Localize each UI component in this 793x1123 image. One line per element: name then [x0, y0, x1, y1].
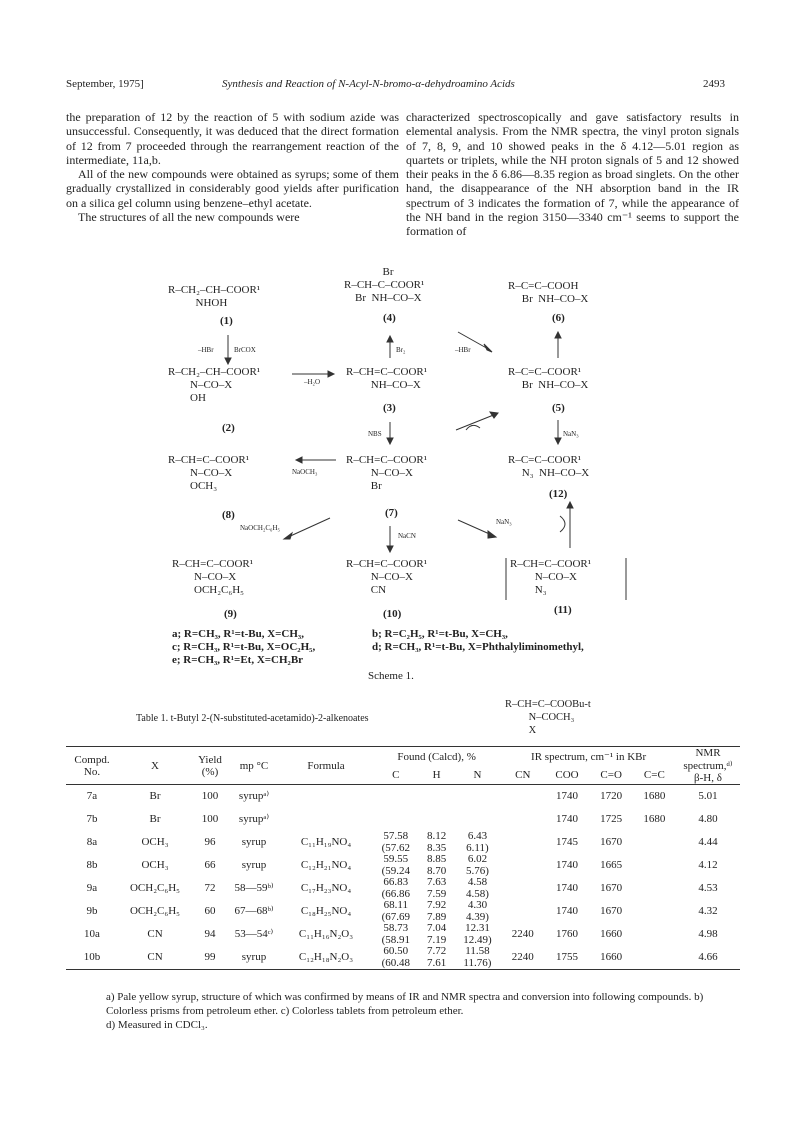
cell-c: 60.50 (60.48 [381, 945, 410, 969]
arrowhead [555, 332, 561, 338]
cell-mp: syrup [241, 858, 267, 871]
col-header-x: X [151, 759, 159, 772]
cell-n: 6.43 6.11) [466, 830, 489, 854]
cell-mp: syrup [241, 950, 267, 963]
paragraph: The structures of all the new compounds were [78, 210, 300, 225]
compound-10-label: (10) [383, 608, 402, 620]
cell-h [420, 785, 454, 809]
cell-nmr: 4.12 [698, 858, 718, 871]
arrowhead [225, 358, 231, 364]
arrowhead [387, 438, 393, 444]
reagent-nbs: NBS [368, 430, 382, 438]
legend-d: d; R=CH₃, R¹=t-Bu, X=Phthalyliminomethyl, [372, 641, 584, 653]
col-header-n: N [473, 769, 482, 782]
legend-a: a; R=CH₃, R¹=t-Bu, X=CH₃, [172, 628, 304, 640]
cell-formula: C₁₈H₂₅NO₄ [300, 904, 352, 917]
col-header-co: C=O [600, 769, 622, 782]
legend-b: b; R=C₂H₅, R¹=t-Bu, X=CH₃, [372, 628, 508, 640]
cell-cn [501, 900, 544, 923]
reagent-nacn: NaCN [398, 532, 416, 540]
col-header-cn: CN [515, 769, 531, 782]
compound-3-label: (3) [383, 402, 396, 414]
cell-c: 58.73 (58.91 [381, 922, 410, 946]
arrowhead [328, 371, 334, 377]
header-title: Synthesis and Reaction of N-Acyl-N-bromo-α-dehydroamino Acids [222, 78, 515, 90]
left-column [66, 110, 399, 224]
cell-coo: 1740 [555, 858, 578, 871]
cell-cc [633, 877, 676, 900]
compound-2-label: (2) [222, 422, 235, 434]
cell-coo: 1740 [555, 881, 578, 894]
reagent-nan3: NaN₃ [496, 518, 512, 526]
cell-h: 7.04 7.19 [426, 922, 447, 946]
arrowhead [567, 502, 573, 508]
compound-4-label: (4) [383, 312, 396, 324]
compound-8-label: (8) [222, 509, 235, 521]
compound-1: R–CH₂–CH–COOR¹ NHOH [168, 284, 261, 309]
cell-mp: 53—54ᶜ⁾ [234, 927, 274, 940]
cell-no: 8b [86, 858, 98, 871]
reaction-scheme [0, 262, 793, 682]
table-structure: R–CH=C–COOBu-t N–COCH₃ X [505, 699, 591, 736]
reagent-br2: Br₂ [396, 346, 406, 354]
cell-yield: 72 [204, 881, 216, 894]
cell-nmr: 5.01 [698, 789, 718, 802]
cell-yield: 100 [201, 812, 219, 825]
compound-5: R–C=C–COOR¹ Br NH–CO–X [508, 366, 589, 391]
cell-n: 12.31 12.49) [463, 922, 492, 946]
cell-nmr: 4.66 [698, 950, 718, 963]
data-table [66, 746, 740, 970]
col-header-nmr: NMR spectrum,ᵈ⁾ β-H, δ [683, 747, 733, 784]
curved-arrow [560, 516, 565, 532]
cell-cc [633, 923, 676, 946]
cell-mp: 67—68ᵇ⁾ [234, 904, 274, 917]
cell-mp: syrupᵃ⁾ [238, 789, 270, 802]
arrowhead [488, 531, 496, 538]
cell-coo: 1745 [555, 835, 578, 848]
cell-cn [501, 854, 544, 877]
cell-no: 7b [86, 812, 98, 825]
col-header-formula: Formula [307, 759, 345, 772]
cell-coo: 1760 [555, 927, 578, 940]
header-date: September, 1975] [66, 78, 144, 90]
reagent-hbr: –HBr [455, 346, 471, 354]
cell-cn [501, 877, 544, 900]
arrowhead [484, 344, 492, 352]
cell-coo: 1740 [555, 812, 578, 825]
cell-n: 6.02 5.76) [465, 853, 489, 877]
right-column [406, 110, 739, 239]
cell-h: 7.72 7.61 [426, 945, 447, 969]
cell-cc [633, 831, 676, 854]
cell-cn: 2240 [511, 950, 534, 963]
compound-10: R–CH=C–COOR¹ N–CO–X CN [346, 558, 428, 596]
cell-no: 7a [86, 789, 98, 802]
arrowhead [296, 457, 302, 463]
reagent-naoch2c6h5: NaOCH₂C₆H₅ [240, 524, 280, 532]
col-header-coo: COO [555, 769, 579, 782]
cell-h: 7.63 7.59 [426, 876, 447, 900]
table-title: Table 1. t-Butyl 2-(N-substituted-acetamido)-2-alkenoates [136, 713, 369, 724]
legend-e: e; R=CH₃, R¹=Et, X=CH₂Br [172, 654, 304, 666]
cell-cn: 2240 [511, 927, 534, 940]
cell-h: 8.85 8.70 [426, 853, 447, 877]
cell-no: 8a [86, 835, 98, 848]
cell-h [420, 808, 454, 831]
col-header-c: C [392, 769, 400, 782]
col-header-cc: C=C [643, 769, 665, 782]
cell-co: 1665 [600, 858, 623, 871]
cell-n [454, 785, 502, 809]
cell-nmr: 4.80 [698, 812, 718, 825]
cell-yield: 99 [204, 950, 216, 963]
cell-no: 9a [86, 881, 98, 894]
cell-no: 10a [84, 927, 100, 940]
cell-c [372, 808, 420, 831]
cell-coo: 1755 [555, 950, 578, 963]
compound-1-label: (1) [220, 315, 233, 327]
compound-12-label: (12) [549, 488, 568, 500]
compound-2: R–CH₂–CH–COOR¹ N–CO–X OH [168, 366, 261, 404]
cell-c: 66.83 (66.86 [381, 876, 410, 900]
cell-c [372, 785, 420, 809]
cell-coo: 1740 [555, 904, 578, 917]
compound-12: R–C=C–COOR¹ N₃ NH–CO–X [508, 454, 590, 479]
col-header-yield: Yield (%) [198, 753, 222, 778]
cell-cn [501, 831, 544, 854]
arrowhead [387, 546, 393, 552]
compound-6: R–C=C–COOH Br NH–CO–X [508, 280, 589, 305]
cell-coo: 1740 [555, 789, 578, 802]
cell-formula [280, 808, 372, 831]
cell-mp: syrupᵃ⁾ [238, 812, 270, 825]
reagent-hbr: –HBr [198, 346, 214, 354]
cell-formula [280, 785, 372, 809]
paragraph: characterized spectroscopically and gave satisfactory results in elemental analysis. From the NMR spectra, the vinyl proton signals of 7, 8, 9, and 10 showed peaks in the δ 4.12—5.01 region as quartets or triplets, while the NH proton signals of 5 and 12 showed their peaks in the δ 6.86—8.35 region as broad singlets. On the other hand, the disappearance of the NH absorption band in the IR spectrum of 3 indicates the formation of 7, while the appearance of the NH band in the region 3150—3340 cm⁻¹ seems to support the formation of [406, 110, 739, 239]
footnote-d: d) Measured in CDCl₃. [106, 1019, 208, 1031]
cell-nmr: 4.53 [698, 881, 718, 894]
compound-9-label: (9) [224, 608, 237, 620]
arrowhead [387, 336, 393, 342]
cell-h: 7.92 7.89 [426, 899, 447, 923]
cell-yield: 66 [204, 858, 216, 871]
cell-cn [501, 785, 544, 809]
cell-n: 11.58 11.76) [463, 945, 492, 969]
paragraph: All of the new compounds were obtained as syrups; some of them gradually crystallized in considerably good yields after purification on a silica gel column using benzene–ethyl acetate. [66, 167, 399, 210]
cell-formula: C₁₁H₁₉NO₄ [300, 835, 352, 848]
reagent-naoch3: NaOCH₃ [292, 468, 318, 476]
curved-arrow [466, 425, 480, 430]
col-header-ir: IR spectrum, cm⁻¹ in KBr [531, 751, 647, 764]
cell-co: 1720 [600, 789, 623, 802]
cell-cc [633, 854, 676, 877]
table-row [66, 808, 740, 831]
col-header-mp: mp °C [239, 759, 269, 772]
cell-nmr: 4.44 [698, 835, 718, 848]
table-row [66, 785, 740, 809]
legend-c: c; R=CH₃, R¹=t-Bu, X=OC₂H₅, [172, 641, 316, 653]
reagent-h2o: –H₂O [304, 378, 321, 386]
cell-co: 1670 [600, 904, 623, 917]
cell-co: 1670 [600, 835, 623, 848]
cell-x: OCH₃ [141, 835, 169, 848]
cell-n: 4.58 4.58) [465, 876, 489, 900]
cell-nmr: 4.98 [698, 927, 718, 940]
cell-c: 59.55 (59.24 [381, 853, 410, 877]
cell-co: 1670 [600, 881, 623, 894]
compound-9: R–CH=C–COOR¹ N–CO–X OCH₂C₆H₅ [172, 558, 254, 596]
arrowhead [284, 533, 292, 539]
table-row [66, 854, 740, 877]
cell-x: CN [147, 927, 163, 940]
compound-4: Br R–CH–C–COOR¹ Br NH–CO–X [344, 266, 425, 304]
arrow-3-5 [456, 414, 496, 430]
cell-yield: 100 [201, 789, 219, 802]
cell-cc [633, 946, 676, 970]
table-row [66, 831, 740, 854]
cell-no: 9b [86, 904, 98, 917]
cell-co: 1660 [600, 927, 623, 940]
cell-cc: 1680 [643, 789, 666, 802]
cell-co: 1660 [600, 950, 623, 963]
cell-h: 8.12 8.35 [426, 830, 447, 854]
table-row [66, 946, 740, 970]
cell-co: 1725 [600, 812, 623, 825]
col-header-h: H [432, 769, 441, 782]
cell-c: 57.58 (57.62 [381, 830, 410, 854]
cell-formula: C₁₁H₁₆N₂O₃ [298, 927, 354, 940]
paragraph: the preparation of 12 by the reaction of 5 with sodium azide was unsuccessful. Consequently, it was deduced that the direct formation of 12 from 7 proceeded through the rearrangement reaction of the intermediate, 11a,b. [66, 110, 399, 167]
cell-yield: 60 [204, 904, 216, 917]
cell-mp: syrup [241, 835, 267, 848]
table-row [66, 877, 740, 900]
compound-11: R–CH=C–COOR¹ N–CO–X N₃ [510, 558, 592, 596]
cell-yield: 94 [204, 927, 216, 940]
arrowhead [555, 438, 561, 444]
table-row [66, 923, 740, 946]
table-row [66, 900, 740, 923]
col-header-found: Found (Calcd), % [397, 750, 476, 763]
compound-6-label: (6) [552, 312, 565, 324]
cell-x: CN [147, 950, 163, 963]
cell-nmr: 4.32 [698, 904, 718, 917]
cell-formula: C₁₂H₁₈N₂O₃ [298, 950, 354, 963]
cell-formula: C₁₂H₂₁NO₄ [300, 858, 352, 871]
cell-no: 10b [83, 950, 101, 963]
cell-c: 68.11 (67.69 [381, 899, 410, 923]
reagent-nan3: NaN₃ [563, 430, 579, 438]
compound-7: R–CH=C–COOR¹ N–CO–X Br [346, 454, 428, 492]
scheme-caption: Scheme 1. [368, 670, 414, 682]
cell-yield: 96 [204, 835, 216, 848]
arrowhead [490, 412, 498, 418]
header-page-number: 2493 [703, 78, 725, 90]
cell-x: OCH₂C₆H₅ [129, 904, 180, 917]
col-header-compd: Compd. No. [74, 753, 110, 778]
compound-5-label: (5) [552, 402, 565, 414]
cell-x: OCH₂C₆H₅ [129, 881, 180, 894]
cell-n [454, 808, 502, 831]
compound-7-label: (7) [385, 507, 398, 519]
compound-8: R–CH=C–COOR¹ N–CO–X OCH₃ [168, 454, 250, 492]
cell-n: 4.30 4.39) [465, 899, 489, 923]
reagent-brcox: BrCOX [234, 346, 256, 354]
cell-x: OCH₃ [141, 858, 169, 871]
cell-mp: 58—59ᵇ⁾ [234, 881, 274, 894]
footnote-a-c: a) Pale yellow syrup, structure of which was confirmed by means of IR and NMR spectra and conversion into following compounds. b) Colorless prisms from petroleum ether. c) Colorless tablets from petroleum ether. [106, 991, 704, 1017]
cell-cn [501, 808, 544, 831]
compound-3: R–CH=C–COOR¹ NH–CO–X [346, 366, 428, 391]
compound-11-label: (11) [554, 604, 572, 616]
cell-x: Br [149, 789, 161, 802]
cell-formula: C₁₇H₂₃NO₄ [300, 881, 352, 894]
cell-cc: 1680 [643, 812, 666, 825]
cell-cc [633, 900, 676, 923]
arrow-7-9 [286, 518, 330, 538]
cell-x: Br [149, 812, 161, 825]
